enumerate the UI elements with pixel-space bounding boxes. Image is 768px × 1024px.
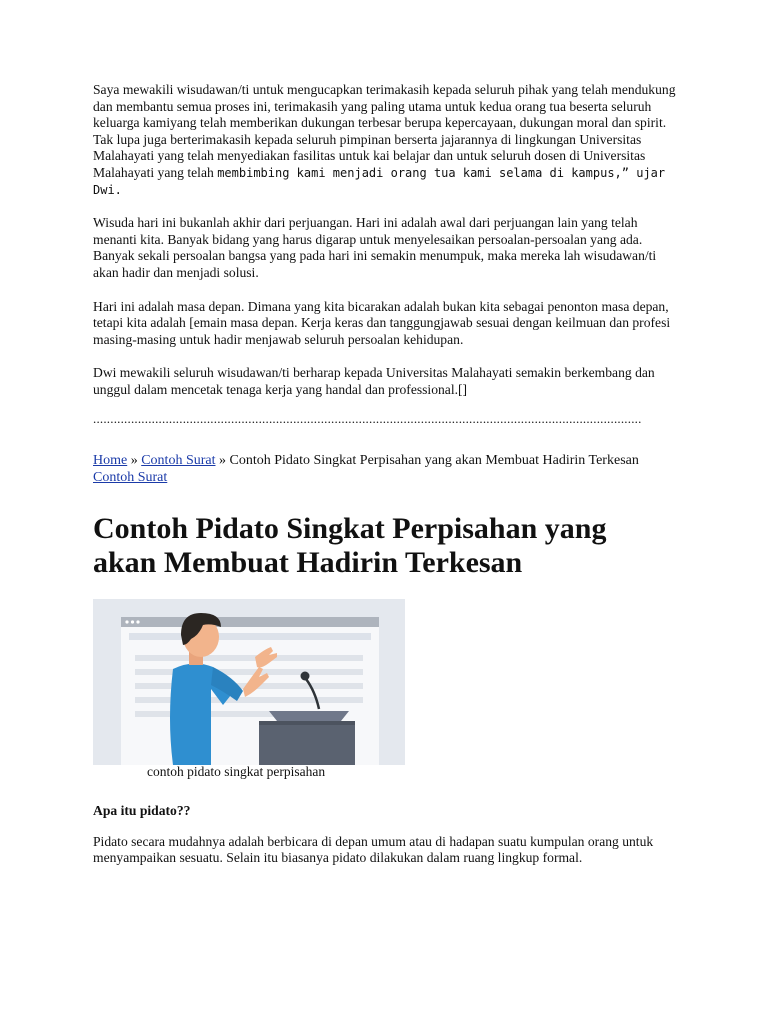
paragraph-graduation: Wisuda hari ini bukanlah akhir dari perjuangan. Hari ini adalah awal dari perjuangan lain yang telah menanti kita. Banyak bidang yang harus digarap untuk menyelesaikan persoalan-persoalan yang ada. Banyak sekali persoalan bangsa yang pada hari ini semakin menumpuk, maka mereka lah wisudawan/ti akan hadir dan menjadi solusi. xyxy=(93,215,657,280)
paragraph-thanks-text: Saya mewakili wisudawan/ti untuk mengucapkan terimakasih kepada seluruh pihak yang telah mendukung dan membantu semua proses ini, terimakasih yang paling utama untuk kedua orang tua beserta seluruh keluarga kamiyang telah memberikan dukungan terbesar berupa kepercayaan, dukungan moral dan spirit. Tak lupa juga berterimakasih kepada seluruh pimpinan berserta jajarannya di lingkungan Universitas Malahayati yang telah menyediakan fasilitas untuk kai belajar dan untuk seluruh dosen di Universitas Malahayati yang telah xyxy=(93,82,676,180)
category-link[interactable]: Contoh Surat xyxy=(93,469,168,485)
microphone-icon xyxy=(301,671,310,680)
breadcrumb-category-link[interactable]: Contoh Surat xyxy=(141,452,216,468)
breadcrumb-separator: » xyxy=(127,452,142,468)
breadcrumb-home-link[interactable]: Home xyxy=(93,452,128,468)
speaker-at-podium-illustration xyxy=(93,599,405,765)
article-image xyxy=(93,599,405,765)
dotted-separator: ............................................................................................................................................................... xyxy=(93,411,642,426)
section-heading: Apa itu pidato?? xyxy=(93,802,191,818)
document-page xyxy=(93,82,683,884)
podium-icon xyxy=(269,711,349,721)
paragraph-thanks xyxy=(93,82,683,198)
breadcrumb-current: Contoh Pidato Singkat Perpisahan yang akan Membuat Hadirin Terkesan xyxy=(229,452,639,468)
article-title: Contoh Pidato Singkat Perpisahan yang akan Membuat Hadirin Terkesan xyxy=(93,511,607,579)
paragraph-definition: Pidato secara mudahnya adalah berbicara di depan umum atau di hadapan suatu kumpulan orang untuk menyampaikan sesuatu. Selain itu biasanya pidato dilakukan dalam ruang lingkup formal. xyxy=(93,833,654,866)
breadcrumb-separator: » xyxy=(215,452,230,468)
paragraph-hope: Dwi mewakili seluruh wisudawan/ti berharap kepada Universitas Malahayati semakin berkembang dan unggul dalam mencetak tenaga kerja yang handal dan professional.[] xyxy=(93,365,655,397)
breadcrumb xyxy=(93,452,653,469)
image-caption: contoh pidato singkat perpisahan xyxy=(147,763,326,779)
paragraph-thanks-tail: membimbing kami menjadi orang tua kami selama di kampus,” ujar Dwi. xyxy=(93,165,666,197)
paragraph-future: Hari ini adalah masa depan. Dimana yang kita bicarakan adalah bukan kita sebagai penonton masa depan, tetapi kita adalah [emain masa depan. Kerja keras dan tanggungjawab sesuai dengan keilmuan dan profesi masing-masing untuk hadir menjawab seluruh persoalan kehidupan. xyxy=(93,298,671,347)
